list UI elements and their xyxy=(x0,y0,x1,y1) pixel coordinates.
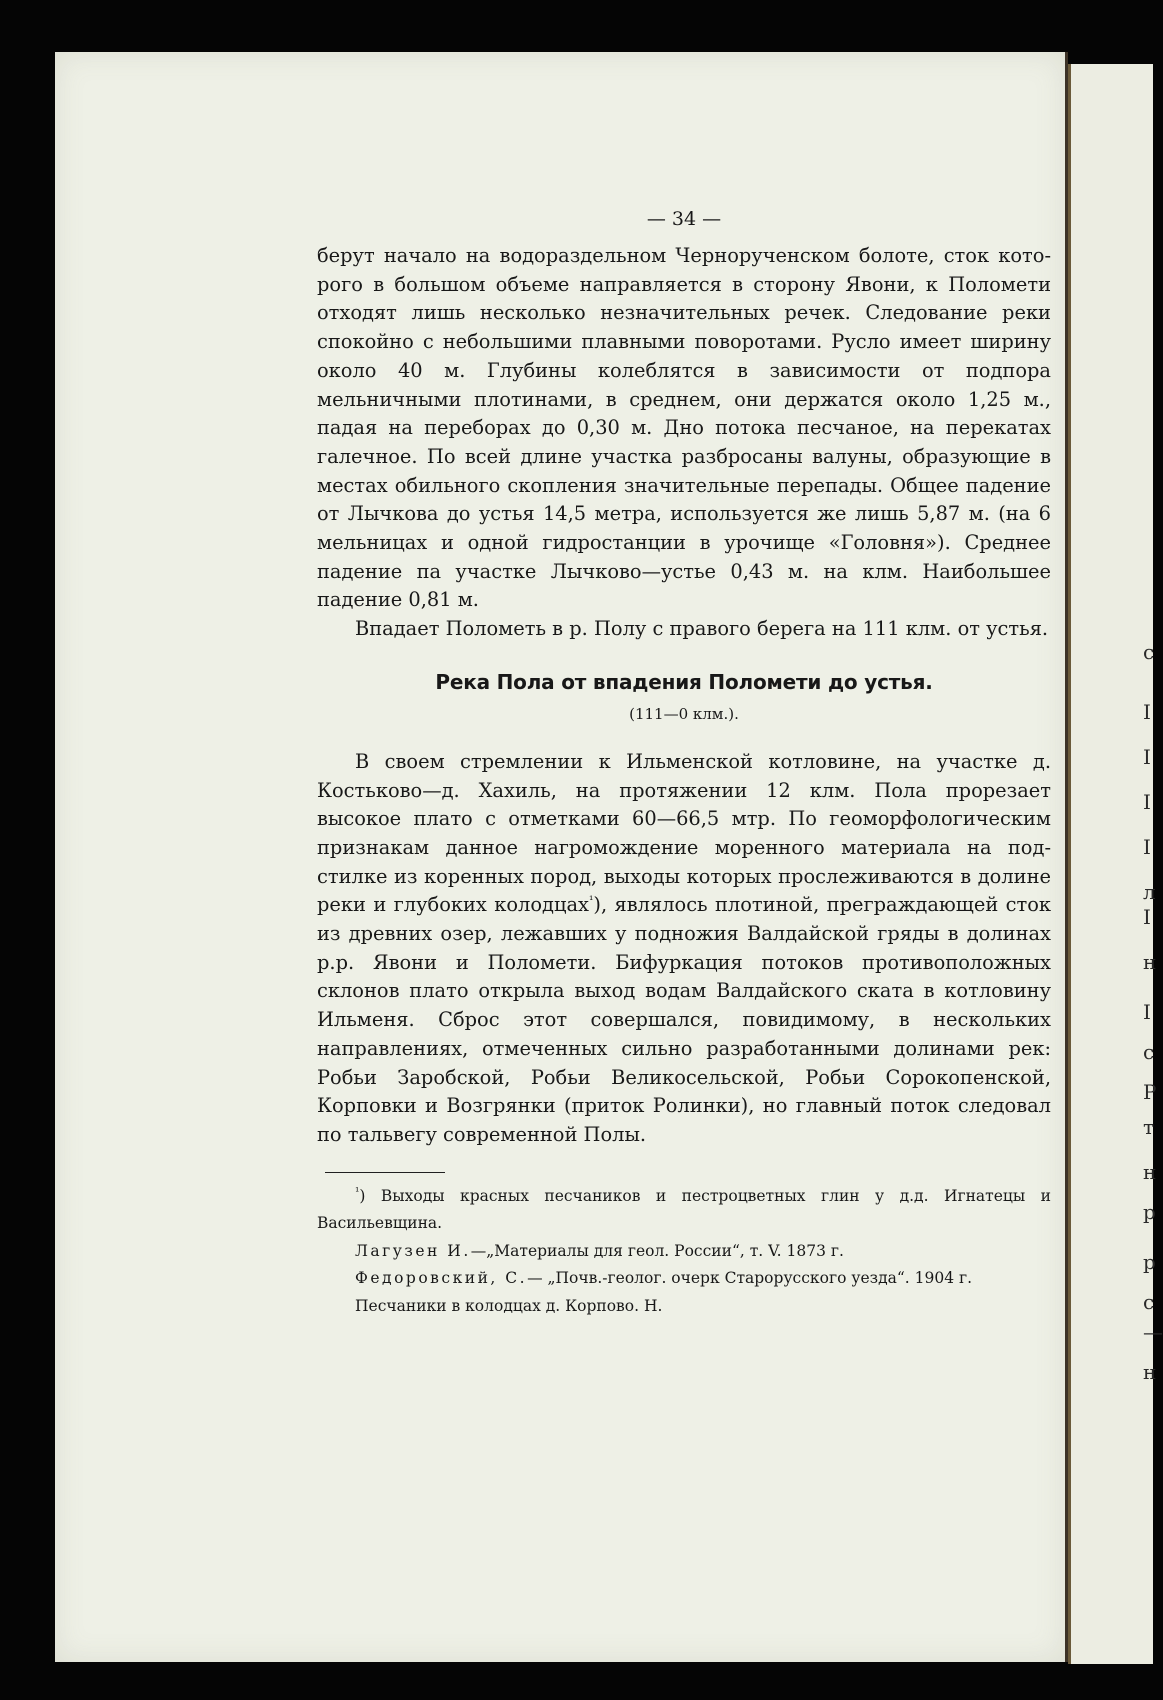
footnote-reference-1: ¹ xyxy=(588,893,594,907)
next-page-letter: т xyxy=(1143,1115,1155,1139)
next-page-letter: I xyxy=(1143,790,1151,814)
paragraph-confluence: Впадает Полометь в р. Полу с правого берега на 111 клм. от устья. xyxy=(355,617,1049,641)
next-page-letter: л xyxy=(1143,880,1156,904)
page-text-block xyxy=(317,242,1051,1320)
next-page-letter: н xyxy=(1143,950,1157,974)
footnote-lagusen xyxy=(317,1238,1051,1266)
paragraph-plateau xyxy=(317,748,1051,1150)
section-range: (111—0 клм.). xyxy=(629,704,739,723)
footnote-1-text: ) Выходы красных песчаников и пестроцветных глин у д.д. Игнатецы и Васильевщина. xyxy=(317,1186,1051,1233)
footnote-lagusen-title: —„Материалы для геол. России“, т. V. 1873 г. xyxy=(470,1241,844,1260)
page-number: — 34 — xyxy=(646,208,722,230)
next-page-letter: — xyxy=(1143,1320,1163,1344)
next-page-letter: р xyxy=(1143,1200,1156,1224)
next-page-letter: н xyxy=(1143,1360,1157,1384)
next-page-letter: I xyxy=(1143,1000,1151,1024)
footnote-korpovo: Песчаники в колодцах д. Корпово. Н. xyxy=(355,1296,663,1315)
footnote-lagusen-author: Лагузен И. xyxy=(355,1241,471,1260)
next-page-edge xyxy=(1068,64,1163,1664)
next-page-letter: р xyxy=(1143,1250,1156,1274)
next-page-letter: н xyxy=(1143,1160,1157,1184)
next-page-letter: I xyxy=(1143,905,1151,929)
section-heading: Река Пола от впадения Поломети до устья. xyxy=(435,669,933,694)
paragraph-plateau-text-before-note: В своем стремлении к Ильменской котловине, на участке д. Костьково—д. Хахиль, на протяжении 12 клм. Пола прорезает высокое плато с отметками 60—66,5 мтр. По геоморфологическим признакам данное нагромождение моренного материала на подстилке из коренных пород, выходы которых прослеживаются в долине реки и глубоких колодцах xyxy=(317,749,1051,917)
footnote-fedorovsky xyxy=(317,1265,1051,1293)
next-page-letter: с xyxy=(1143,1040,1155,1064)
footnote-1 xyxy=(317,1183,1051,1238)
next-page-letter: I xyxy=(1143,745,1151,769)
next-page-letter: с xyxy=(1143,1290,1155,1314)
paragraph-plateau-text-after-note: ), являлось плотиной, преграждающей сток из древних озер, лежавших у подножия Валдайской гряды в долинах р.р. Явони и Поломети. Бифуркация потоков противоположных склонов плато открыла выход водам Валдайского ската в котловину Ильменя. Сброс этот совершался, повидимому, в нескольких направлениях, отмеченных сильно разработанными долинами рек: Робьи Заробской, Робьи Великосельской, Робьи Сорокопенской, Корповки и Возгрянки (приток Ролинки), но главный поток следовал по тальвегу современной Полы. xyxy=(317,893,1052,1146)
next-page-letter: Р xyxy=(1143,1080,1157,1104)
paragraph-river-description: берут начало на водораздельном Чернорученском болоте, сток которого в большом объеме направляется в сторону Явони, к Поломети отходят лишь несколько незначительных речек. Следование реки спокойно с небольшими плавными поворотами. Русло имеет ширину около 40 м. Глубины колеблятся в зависимости от подпора мельничными плотинами, в среднем, они держатся около 1,25 м., падая на переборах до 0,30 м. Дно потока песчаное, на перекатах галечное. По всей длине участка разбросаны валуны, образующие в местах обильного скопления значительные перепады. Общее падение от Лычкова до устья 14,5 метра, используется же лишь 5,87 м. (на 6 мельницах и одной гидростанции в урочище «Головня»). Среднее падение па участке Лычково—устье 0,43 м. на клм. Наибольшее падение 0,81 м. xyxy=(317,244,1051,612)
footnote-1-marker: ¹ xyxy=(355,1184,360,1198)
footnote-fedorovsky-title: — „Почв.-геолог. очерк Старорусского уезда“. 1904 г. xyxy=(527,1269,973,1288)
next-page-letter: I xyxy=(1143,835,1151,859)
book-page xyxy=(55,52,1068,1662)
footnote-divider xyxy=(325,1172,445,1173)
footnote-fedorovsky-author: Федоровский, С. xyxy=(355,1269,528,1288)
next-page-letter: с xyxy=(1143,640,1155,664)
next-page-letter: I xyxy=(1143,700,1151,724)
